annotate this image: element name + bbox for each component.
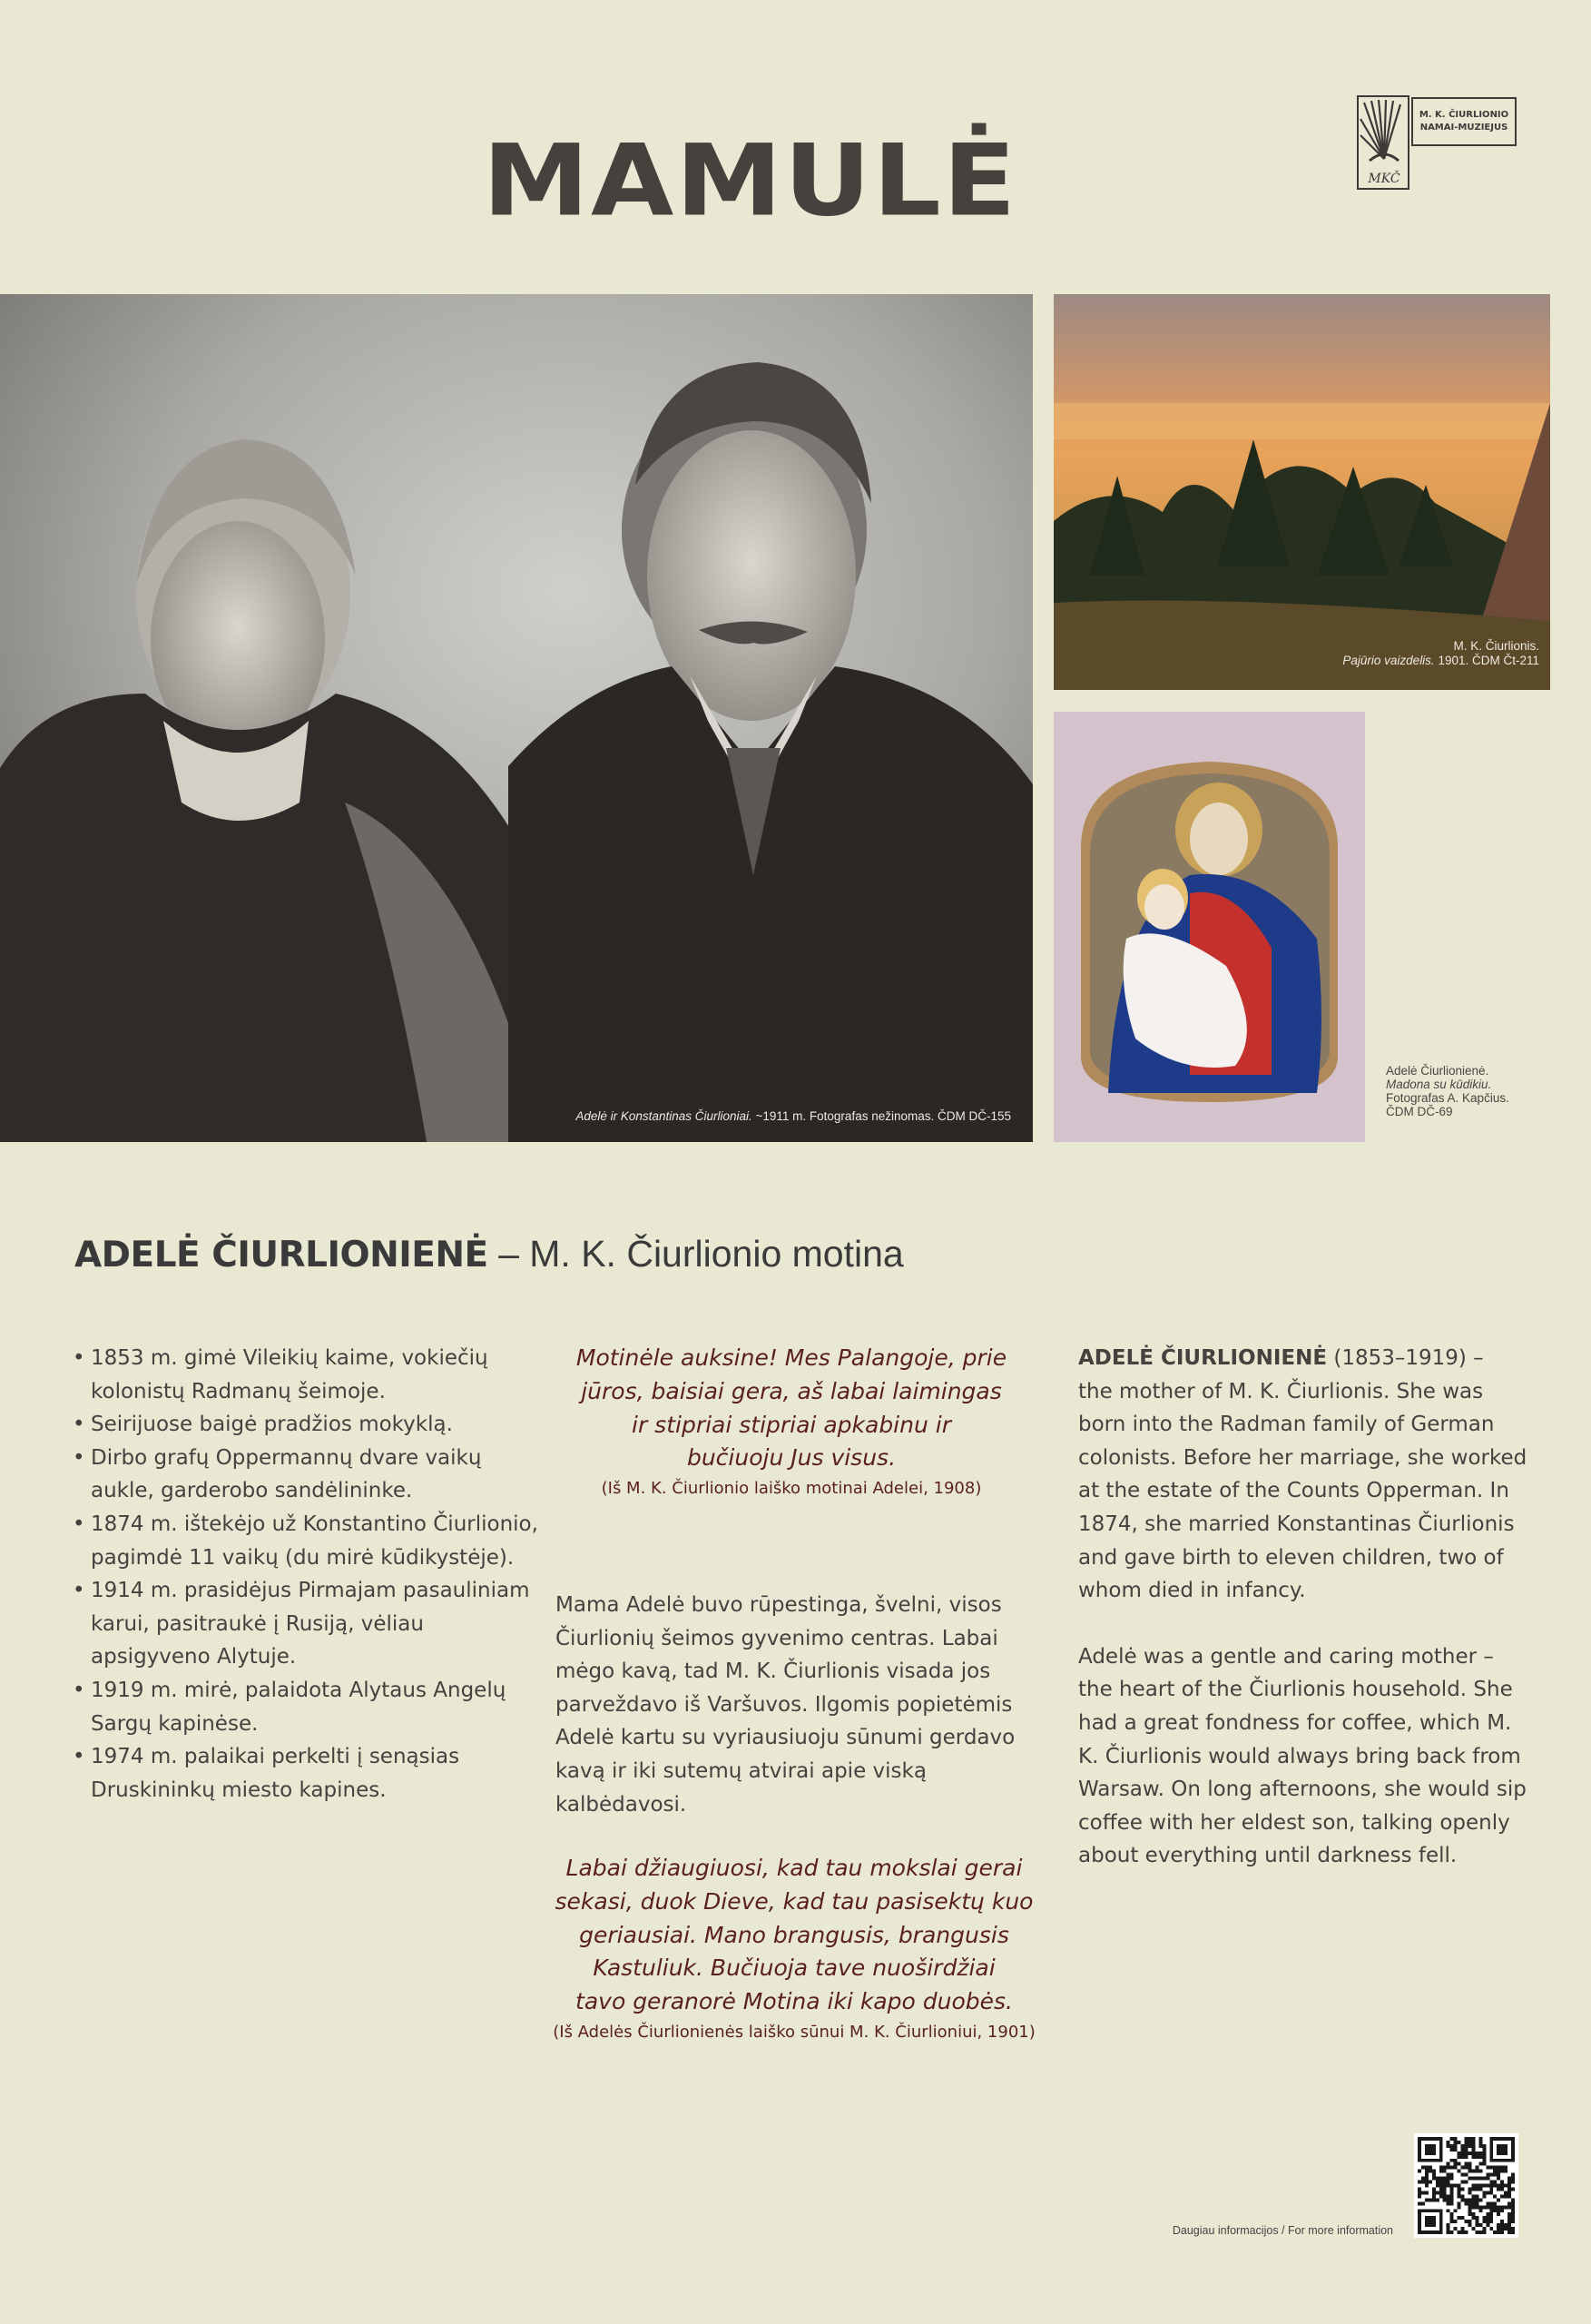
- quote-mother-letter: [549, 1852, 1039, 2044]
- portrait-photo: [0, 294, 1033, 1142]
- quote-text: Motinėle auksine! Mes Palangoje, prie jūros, baisiai gera, aš labai laimingas ir stipriai stipriai apkabinu ir bučiuoju Jus visus.: [575, 1344, 1007, 1472]
- english-text: [1078, 1342, 1532, 1905]
- quote-son-letter: [555, 1342, 1027, 1501]
- quote-source: (Iš M. K. Čiurlionio laiško motinai Adelei, 1908): [601, 1479, 982, 1499]
- english-paragraph-2: Adelė was a gentle and caring mother – the heart of the Čiurlionis household. She had a great fondness for coffee, which M. K. Čiurlionis would always bring back from Warsaw. On long afternoons, she would sip coffee with her eldest son, talking openly about everything until darkness fell.: [1078, 1644, 1527, 1868]
- biography-bullet-list: [71, 1342, 543, 1807]
- list-item: • 1919 m. mirė, palaidota Alytaus Angelų Sargų kapinėse.: [71, 1674, 543, 1740]
- logo-text: [1411, 97, 1517, 146]
- svg-text:MKČ: MKČ: [1368, 172, 1400, 186]
- list-item: • Dirbo grafų Oppermannų dvare vaikų aukle, garderobo sandėlininke.: [71, 1442, 543, 1508]
- embroidery-madonna: [1054, 712, 1365, 1142]
- landscape-painting: [1054, 294, 1550, 690]
- museum-logo: [1357, 95, 1518, 190]
- section-heading: ADELĖ ČIURLIONIENĖ – M. K. Čiurlionio motina: [74, 1233, 904, 1275]
- madonna-caption: Adelė Čiurlionienė. Madona su kūdikiu. Fotografas A. Kapčius. ČDM DČ-69: [1386, 1064, 1509, 1118]
- portrait-caption: Adelė ir Konstantinas Čiurlioniai. ~1911 m. Fotografas nežinomas. ČDM DČ-155: [575, 1109, 1011, 1123]
- more-info-label: Daugiau informacijos / For more information: [1172, 2224, 1393, 2237]
- quote-source: (Iš Adelės Čiurlionienės laiško sūnui M. K. Čiurlioniui, 1901): [553, 2022, 1036, 2042]
- logo-line1: M. K. ČIURLIONIO: [1419, 110, 1509, 120]
- quote-text: Labai džiaugiuosi, kad tau mokslai gerai sekasi, duok Dieve, kad tau pasisektų kuo geriausiai. Mano brangusis, brangusis Kastuliuk. Bučiuoja tave nuoširdžiai tavo geranorė Motina iki kapo duobės.: [555, 1855, 1034, 2015]
- page-title: MAMULĖ: [482, 123, 1018, 239]
- list-item: • 1853 m. gimė Vileikių kaime, vokiečių kolonistų Radmanų šeimoje.: [71, 1342, 543, 1408]
- english-paragraph-1: ADELĖ ČIURLIONIENĖ (1853–1919) – the mother of M. K. Čiurlionis. She was born into the Radman family of German colonists. Before her marriage, she worked at the estate of the Counts Opperman. In 1874, she married Konstantinas Čiurlionis and gave birth to eleven children, two of whom died in infancy.: [1078, 1346, 1527, 1603]
- sunburst-logo-icon: [1357, 95, 1411, 190]
- list-item: • 1874 m. ištekėjo už Konstantino Čiurlionio, pagimdė 11 vaikų (du mirė kūdikystėje).: [71, 1508, 543, 1574]
- qr-code-icon[interactable]: [1414, 2133, 1518, 2238]
- mid-paragraph: Mama Adelė buvo rūpestinga, švelni, visos Čiurlionių šeimos gyvenimo centras. Labai mėgo kavą, tad M. K. Čiurlionis visada jos parveždavo iš Varšuvos. Ilgomis popietėmis Adelė kartu su vyriausiuoju sūnumi gerdavo kavą ir iki sutemų atvirai apie viską kalbėdavosi.: [555, 1593, 1016, 1817]
- list-item: • Seirijuose baigė pradžios mokyklą.: [71, 1408, 543, 1442]
- list-item: • 1914 m. prasidėjus Pirmajam pasauliniam karui, pasitraukė į Rusiją, vėliau apsigyveno Alytuje.: [71, 1574, 543, 1674]
- logo-line2: NAMAI-MUZIEJUS: [1419, 123, 1508, 133]
- painting-caption: M. K. Čiurlionis. Pajūrio vaizdelis. 1901. ČDM Čt-211: [1342, 639, 1539, 667]
- list-item: • 1974 m. palaikai perkelti į senąsias Druskininkų miesto kapines.: [71, 1740, 543, 1807]
